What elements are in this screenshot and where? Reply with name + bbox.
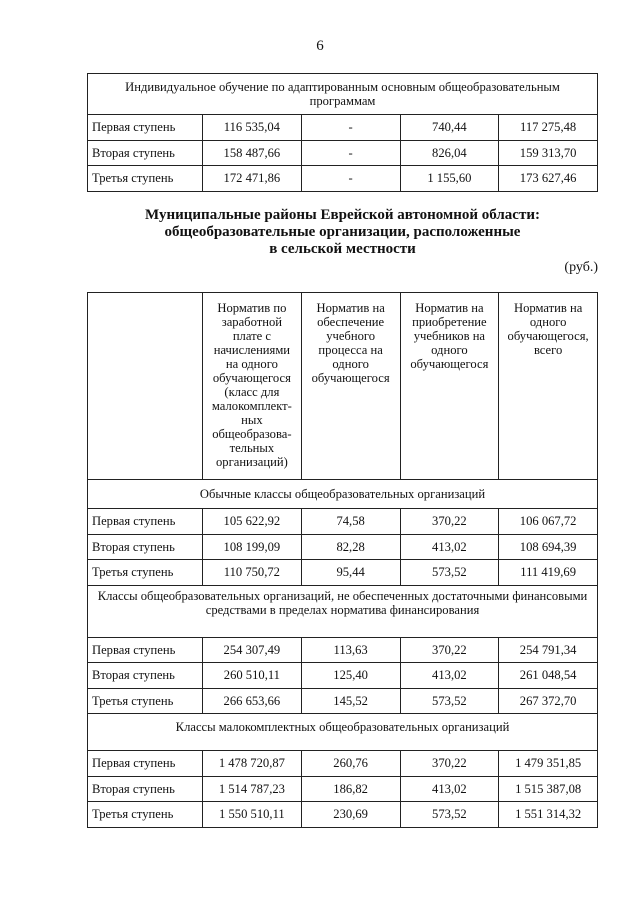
cell-value: 105 622,92 [203,509,302,535]
title-line: Муниципальные районы Еврейской автономной области: [145,207,540,223]
column-header: Норматив на обеспечение учебного процесса на одного обучающегося [301,293,400,480]
cell-value: 413,02 [400,663,499,689]
cell-value: 260 510,11 [203,663,302,689]
cell-value: 260,76 [301,751,400,777]
section-header: Классы общеобразовательных организаций, не обеспеченных достаточными финансовыми средствами в пределах норматива финансирования [88,585,598,637]
table-row [88,560,598,586]
cell-value: 1 550 510,11 [203,802,302,828]
table-row [88,802,598,828]
section-header: Классы малокомплектных общеобразовательных организаций [88,714,598,751]
cell-value: 413,02 [400,776,499,802]
section-header: Обычные классы общеобразовательных организаций [88,480,598,509]
row-label: Первая ступень [88,637,203,663]
cell-value: 254 307,49 [203,637,302,663]
table-row [88,776,598,802]
row-label: Третья ступень [88,802,203,828]
cell-value: 82,28 [301,534,400,560]
row-label: Первая ступень [88,509,203,535]
cell-value: 573,52 [400,688,499,714]
table-row [88,140,598,166]
unit-label: (руб.) [564,260,598,275]
individual-education-table [87,73,598,192]
cell-value: 254 791,34 [499,637,598,663]
cell-value: 108 199,09 [203,534,302,560]
row-label: Первая ступень [88,751,203,777]
cell-value: - [301,115,400,141]
row-label: Третья ступень [88,688,203,714]
table-row [88,509,598,535]
table-row [88,663,598,689]
cell-value: 116 535,04 [203,115,302,141]
cell-value: 159 313,70 [499,140,598,166]
section-header: Индивидуальное обучение по адаптированным основным общеобразовательным программам [88,74,598,115]
cell-value: 1 479 351,85 [499,751,598,777]
cell-value: - [301,166,400,192]
cell-value: 1 551 314,32 [499,802,598,828]
cell-value: 370,22 [400,751,499,777]
cell-value: 74,58 [301,509,400,535]
header-row [88,293,598,480]
row-label: Вторая ступень [88,663,203,689]
cell-value: 110 750,72 [203,560,302,586]
cell-value: 117 275,48 [499,115,598,141]
row-label: Третья ступень [88,560,203,586]
cell-value: 108 694,39 [499,534,598,560]
cell-value: 172 471,86 [203,166,302,192]
cell-value: 370,22 [400,637,499,663]
row-label: Вторая ступень [88,534,203,560]
cell-value: 573,52 [400,560,499,586]
cell-value: 230,69 [301,802,400,828]
cell-value: 95,44 [301,560,400,586]
table-row [88,166,598,192]
cell-value: 173 627,46 [499,166,598,192]
cell-value: 370,22 [400,509,499,535]
table-row [88,534,598,560]
row-label: Первая ступень [88,115,203,141]
page-number: 6 [316,38,324,54]
cell-value: 1 514 787,23 [203,776,302,802]
cell-value: - [301,140,400,166]
cell-value: 740,44 [400,115,499,141]
cell-value: 1 515 387,08 [499,776,598,802]
cell-value: 111 419,69 [499,560,598,586]
cell-value: 573,52 [400,802,499,828]
cell-value: 413,02 [400,534,499,560]
cell-value: 1 478 720,87 [203,751,302,777]
rural-norms-table [87,292,598,828]
cell-value: 113,63 [301,637,400,663]
cell-value: 145,52 [301,688,400,714]
row-label: Вторая ступень [88,776,203,802]
title-line: в сельской местности [269,241,416,257]
column-header: Норматив на приобретение учебников на одного обучающегося [400,293,499,480]
cell-value: 267 372,70 [499,688,598,714]
row-label: Третья ступень [88,166,203,192]
column-header [88,293,203,480]
column-header: Норматив по заработной плате с начислениями на одного обучающегося (класс для малокомплект-ных общеобразова-тельных организаций) [203,293,302,480]
cell-value: 1 155,60 [400,166,499,192]
cell-value: 106 067,72 [499,509,598,535]
table-row [88,637,598,663]
table-row [88,688,598,714]
cell-value: 186,82 [301,776,400,802]
table-row [88,751,598,777]
cell-value: 826,04 [400,140,499,166]
cell-value: 261 048,54 [499,663,598,689]
section-title [87,207,598,258]
cell-value: 158 487,66 [203,140,302,166]
cell-value: 125,40 [301,663,400,689]
row-label: Вторая ступень [88,140,203,166]
column-header: Норматив на одного обучающегося, всего [499,293,598,480]
title-line: общеобразовательные организации, расположенные [164,224,521,240]
table-row [88,115,598,141]
cell-value: 266 653,66 [203,688,302,714]
